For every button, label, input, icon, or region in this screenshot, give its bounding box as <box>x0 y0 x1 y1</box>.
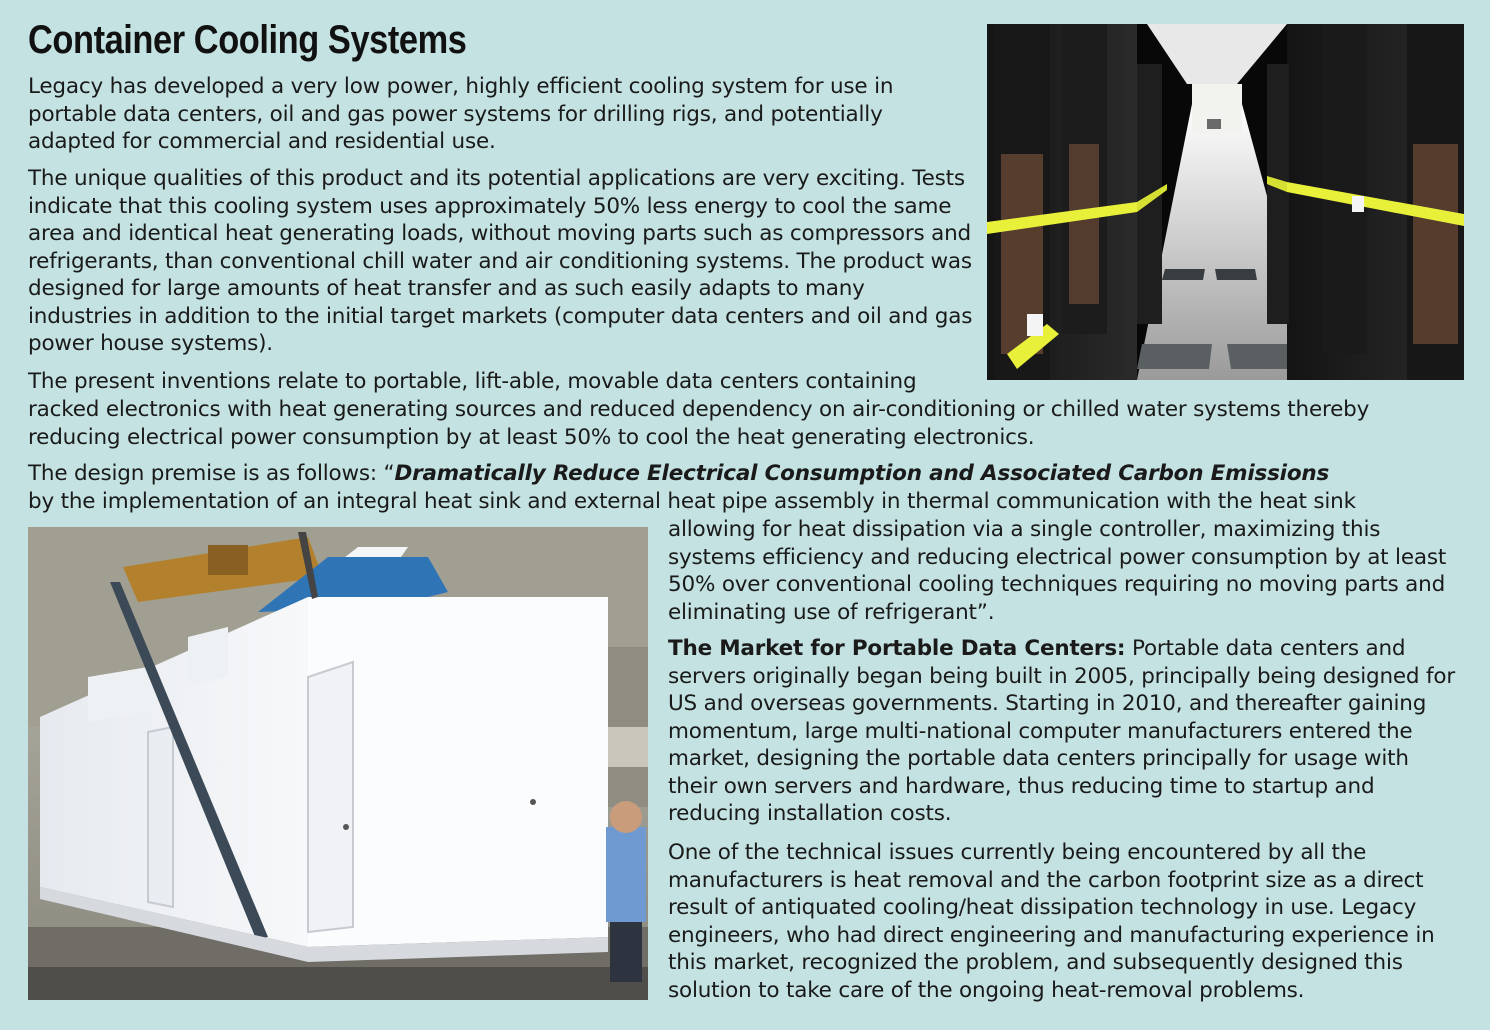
market-body: Portable data centers and servers originally began being built in 2005, principally being designed for US and overseas governments. Starting in 2010, and thereafter gaining momentum, large multi-national computer manufacturers entered the market, designing the portable data centers principally for usage with their own servers and hardware, thus reducing time to startup and reducing installation costs. <box>668 636 1455 826</box>
technical-issues-paragraph: One of the technical issues currently being encountered by all the manufacturers is heat removal and the carbon footprint size as a direct result of antiquated cooling/heat dissipation technology in use. Legacy engineers, who had direct engineering and manufacturing experience in this market, recognized the problem, and subsequently designed this solution to take care of the ongoing heat-removal problems. <box>668 840 1435 1003</box>
page-title: Container Cooling Systems <box>28 18 467 62</box>
intro-paragraph: Legacy has developed a very low power, highly efficient cooling system for use in portable data centers, oil and gas power systems for drilling rigs, and potentially adapted for commercial and residential use. <box>28 74 894 154</box>
container-lift-photo <box>28 527 648 1000</box>
data-center-interior-photo <box>987 24 1464 380</box>
design-premise-rest: allowing for heat dissipation via a single controller, maximizing this systems efficiency and reducing electrical power consumption by at least 50% over conventional cooling techniques requiring no moving parts and eliminating use of refrigerant”. <box>668 517 1447 625</box>
inventions-paragraph-rest: racked electronics with heat generating sources and reduced dependency on air-conditioning or chilled water systems thereby reducing electrical power consumption by at least 50% to cool the heat generating electronics. <box>28 397 1370 450</box>
design-premise-lead: The design premise is as follows: “ <box>28 461 395 486</box>
market-paragraph <box>668 635 1458 828</box>
inventions-paragraph-start: The present inventions relate to portable, lift-able, movable data centers containing <box>28 369 917 394</box>
design-premise-line2: by the implementation of an integral heat sink and external heat pipe assembly in thermal communication with the heat sink <box>28 489 1356 514</box>
design-premise-line1 <box>28 460 1460 488</box>
design-premise-emphasis: Dramatically Reduce Electrical Consumption and Associated Carbon Emissions <box>394 461 1330 486</box>
market-heading: The Market for Portable Data Centers: <box>668 636 1126 661</box>
qualities-paragraph: The unique qualities of this product and its potential applications are very exciting. Tests indicate that this cooling system uses approximately 50% less energy to cool the same area and identical heat generating loads, without moving parts such as compressors and refrigerants, than conventional chill water and air conditioning systems. The product was designed for large amounts of heat transfer and as such easily adapts to many industries in addition to the initial target markets (computer data centers and oil and gas power house systems). <box>28 166 973 356</box>
